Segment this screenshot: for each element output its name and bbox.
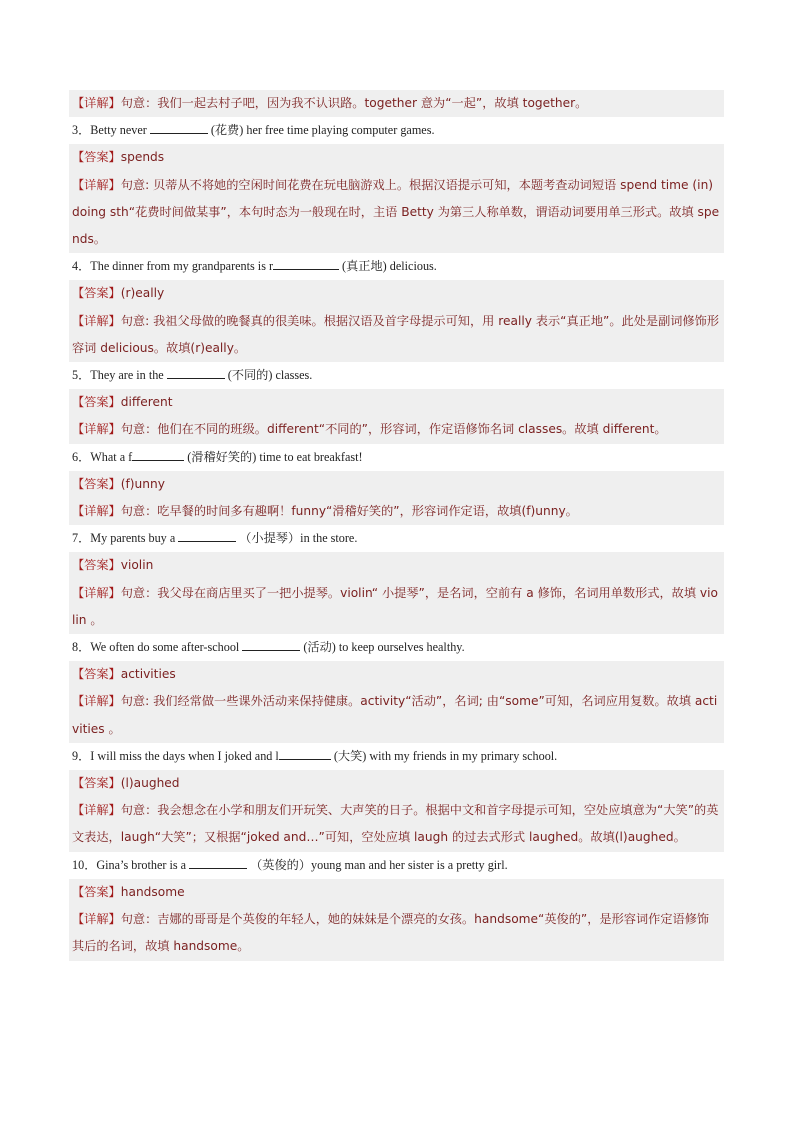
answer-block-5	[69, 389, 724, 416]
document-body	[69, 90, 724, 961]
answer-label: 【答案】	[72, 667, 121, 682]
detail-label: 【详解】	[72, 585, 121, 600]
detail-block-10	[69, 906, 724, 960]
answer-text: (r)eally	[120, 286, 165, 301]
detail-text: 句意：我会想念在小学和朋友们开玩笑、大声笑的日子。根据中文和首字母提示可知，空处应填意为“大笑”的英文表达，laugh“大笑”；又根据“joked and…”可知，空处应填 laugh 的过去式形式 laughed。故填(l)aughed。	[72, 803, 719, 845]
detail-text: 句意：我们一起去村子吧，因为我不认识路。together 意为“一起”，故填 together。	[120, 96, 588, 110]
question-text: 10．Gina’s brother is a	[72, 857, 187, 872]
detail-label: 【详解】	[72, 803, 121, 818]
answer-blank	[150, 121, 208, 134]
detail-block-3	[69, 172, 724, 254]
answer-text: handsome	[120, 884, 185, 899]
answer-label: 【答案】	[72, 558, 121, 573]
question-3	[69, 117, 724, 144]
question-text: 4．The dinner from my grandparents is r	[72, 259, 274, 274]
question-5	[69, 362, 724, 389]
answer-text: spends	[120, 150, 165, 165]
question-text: 7．My parents buy a	[72, 531, 176, 546]
detail-label: 【详解】	[72, 504, 121, 519]
detail-label: 【详解】	[72, 313, 121, 328]
question-text: (大笑) with my friends in my primary school.	[333, 748, 558, 763]
answer-blank	[189, 856, 247, 869]
question-10	[69, 852, 724, 879]
detail-text: 句意：吉娜的哥哥是个英俊的年轻人，她的妹妹是个漂亮的女孩。handsome“英俊的”，是形容词作定语修饰其后的名词，故填 handsome。	[72, 912, 710, 954]
answer-blank	[132, 448, 184, 461]
detail-text: 句意：吃早餐的时间多有趣啊！funny“滑稽好笑的”，形容词作定语，故填(f)unny。	[120, 504, 578, 519]
answer-blank	[167, 366, 225, 379]
detail-block-5	[69, 416, 724, 443]
detail-label: 【详解】	[72, 694, 121, 709]
question-9	[69, 743, 724, 770]
question-8	[69, 634, 724, 661]
answer-blank	[273, 257, 339, 270]
detail-text: 句意: 我们经常做一些课外活动来保持健康。activity“活动”，名词; 由“some”可知，名词应用复数。故填 activities 。	[72, 694, 718, 736]
detail-block-6	[69, 498, 724, 525]
question-text: (真正地) delicious.	[342, 259, 437, 274]
answer-text: activities	[120, 667, 176, 682]
question-text: （英俊的）young man and her sister is a pretty girl.	[250, 857, 508, 872]
question-text: 5．They are in the	[72, 368, 164, 383]
answer-label: 【答案】	[72, 884, 121, 899]
answer-text: (l)aughed	[120, 776, 180, 791]
question-text: (活动) to keep ourselves healthy.	[303, 640, 465, 655]
answer-block-3	[69, 144, 724, 171]
question-text: (花费) her free time playing computer games.	[210, 123, 435, 138]
question-text: 3．Betty never	[72, 123, 147, 138]
answer-blank	[242, 638, 300, 651]
answer-block-6	[69, 471, 724, 498]
answer-block-4	[69, 280, 724, 307]
answer-label: 【答案】	[72, 286, 121, 301]
question-text: 9．I will miss the days when I joked and l	[72, 748, 279, 763]
detail-label: 【详解】	[72, 912, 121, 927]
question-text: （小提琴）in the store.	[239, 531, 358, 546]
answer-label: 【答案】	[72, 476, 121, 491]
question-7	[69, 525, 724, 552]
answer-text: different	[120, 395, 173, 410]
answer-block-10	[69, 879, 724, 906]
answer-block-9	[69, 770, 724, 797]
detail-block-7	[69, 580, 724, 634]
question-text: 8．We often do some after-school	[72, 640, 240, 655]
detail-text: 句意: 我祖父母做的晚餐真的很美味。根据汉语及首字母提示可知，用 really 表示“真正地”。此处是副词修饰形容词 delicious。故填(r)eally。	[72, 313, 720, 355]
answer-block-7	[69, 552, 724, 579]
answer-label: 【答案】	[72, 150, 121, 165]
answer-label: 【答案】	[72, 395, 121, 410]
answer-label: 【答案】	[72, 776, 121, 791]
detail-block-2	[69, 90, 724, 117]
question-text: (不同的) classes.	[227, 368, 313, 383]
question-6	[69, 444, 724, 471]
question-text: (滑稽好笑的) time to eat breakfast!	[187, 449, 363, 464]
question-text: 6．What a f	[72, 449, 133, 464]
detail-block-8	[69, 688, 724, 742]
answer-block-8	[69, 661, 724, 688]
detail-text: 句意：他们在不同的班级。different“不同的”，形容词，作定语修饰名词 classes。故填 different。	[120, 422, 667, 437]
detail-label: 【详解】	[72, 96, 121, 110]
answer-text: violin	[120, 558, 154, 573]
detail-label: 【详解】	[72, 177, 121, 192]
detail-text: 句意: 贝蒂从不将她的空闲时间花费在玩电脑游戏上。根据汉语提示可知，本题考查动词短语 spend time (in) doing sth“花费时间做某事”，本句时态为一般现在时，主语 Betty 为第三人称单数，谓语动词要用单三形式。故填 spends。	[72, 177, 720, 247]
answer-text: (f)unny	[120, 476, 165, 491]
answer-blank	[178, 529, 236, 542]
detail-label: 【详解】	[72, 422, 121, 437]
answer-blank	[279, 747, 331, 760]
detail-block-4	[69, 308, 724, 362]
detail-block-9	[69, 797, 724, 851]
detail-text: 句意：我父母在商店里买了一把小提琴。violin“ 小提琴”，是名词，空前有 a 修饰，名词用单数形式，故填 violin 。	[72, 585, 718, 627]
question-4	[69, 253, 724, 280]
